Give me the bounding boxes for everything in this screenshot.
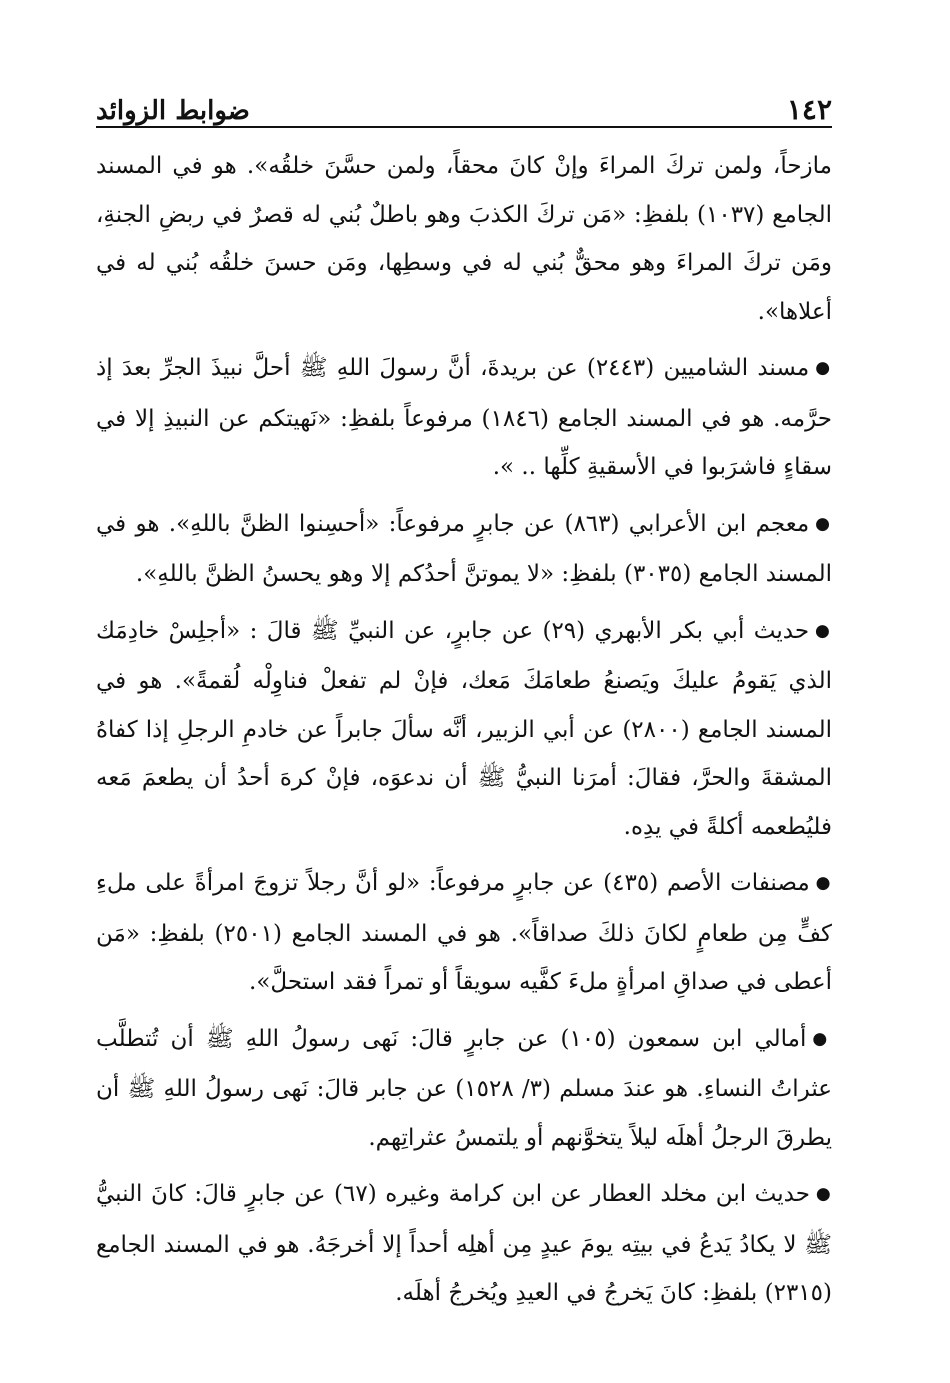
paragraph: [96, 1170, 832, 1318]
paragraph: [96, 1015, 832, 1163]
bullet-icon: ●: [815, 620, 832, 641]
paragraph: [96, 344, 832, 492]
paragraph-text: حديث ابن مخلد العطار عن ابن كرامة وغيره (٦٧) عن جابرٍ قالَ: كانَ النبيُّ ﷺ لا يكادُ يَدعُ في بيتِه يومَ عيدٍ مِن أهلِه أحداً إلا أخرجَهُ. هو في المسند الجامع (٢٣١٥) بلفظِ: كانَ يَخرجُ في العيدِ ويُخرجُ أهلَه.: [96, 1181, 832, 1306]
paragraph-text: مازحاً، ولمن تركَ المراءَ وإنْ كانَ محقاً، ولمن حسَّنَ خلقُه». هو في المسند الجامع (١٠٣٧) بلفظِ: «مَن تركَ الكذبَ وهو باطلٌ بُني له قصرٌ في ربضِ الجنةِ، ومَن تركَ المراءَ وهو محقٌّ بُني له في وسطِها، ومَن حسنَ خلقُه بُني له في أعلاها».: [96, 153, 832, 325]
paragraph-text: حديث أبي بكر الأبهري (٢٩) عن جابرٍ، عن النبيِّ ﷺ قالَ : «أجلِسْ خادِمَك الذي يَقومُ عليكَ ويَصنعُ طعامَكَ مَعك، فإنْ لم تفعلْ فناوِلْه لُقمةً». هو في المسند الجامع (٢٨٠٠) عن أبي الزبير، أنَّه سألَ جابراً عن خادمِ الرجلِ إذا كفاهُ المشقةَ والحرَّ، فقالَ: أمرَنا النبيُّ ﷺ أن ندعوَه، فإنْ كرهَ أحدُ أن يطعمَ مَعه فليُطعمه أكلةً في يدِه.: [96, 617, 832, 840]
page-header: [96, 82, 832, 128]
page-content: [96, 142, 832, 1318]
paragraph-text: مسند الشاميين (٢٤٤٣) عن بريدةَ، أنَّ رسولَ اللهِ ﷺ أحلَّ نبيذَ الجرِّ بعدَ إذ حرَّمه. هو في المسند الجامع (١٨٤٦) مرفوعاً بلفظِ: «نَهيتكم عن النبيذِ إلا في سقاءٍ فاشرَبوا في الأسقيةِ كلِّها .. ».: [96, 355, 832, 480]
running-title: ضوابط الزوائد: [96, 96, 250, 126]
paragraph-text: أمالي ابن سمعون (١٠٥) عن جابرٍ قالَ: نَهى رسولُ اللهِ ﷺ أن تُتطلَّب عثراتُ النساءِ. هو عندَ مسلم (٣/ ١٥٢٨) عن جابر قالَ: نَهى رسولُ اللهِ ﷺ أن يطرقَ الرجلُ أهلَه ليلاً يتخوَّنهم أو يلتمسُ عثراتِهم.: [96, 1025, 832, 1151]
bullet-icon: ●: [815, 358, 832, 378]
paragraph: [96, 142, 832, 336]
paragraph: [96, 607, 832, 852]
paragraph: [96, 859, 832, 1007]
bullet-icon: ●: [815, 513, 833, 534]
paragraph: [96, 500, 832, 599]
bullet-icon: ●: [815, 873, 832, 893]
page-number: ١٤٢: [786, 93, 832, 126]
bullet-icon: ●: [815, 1184, 832, 1204]
paragraph-text: معجم ابن الأعرابي (٨٦٣) عن جابرٍ مرفوعاً: «أحسِنوا الظنَّ باللهِ». هو في المسند الجامع (٣٠٣٥) بلفظِ: «لا يموتنَّ أحدُكم إلا وهو يحسنُ الظنَّ باللهِ».: [96, 510, 832, 587]
paragraph-text: مصنفات الأصم (٤٣٥) عن جابرٍ مرفوعاً: «لو أنَّ رجلاً تزوجَ امرأةً على ملءِ كفٍّ مِن طعامٍ لكانَ ذلكَ صداقاً». هو في المسند الجامع (٢٥٠١) بلفظِ: «مَن أعطى في صداقِ امرأةٍ ملءَ كفَّيه سويقاً أو تمراً فقد استحلَّ».: [96, 870, 832, 995]
bullet-icon: ●: [812, 1028, 832, 1049]
